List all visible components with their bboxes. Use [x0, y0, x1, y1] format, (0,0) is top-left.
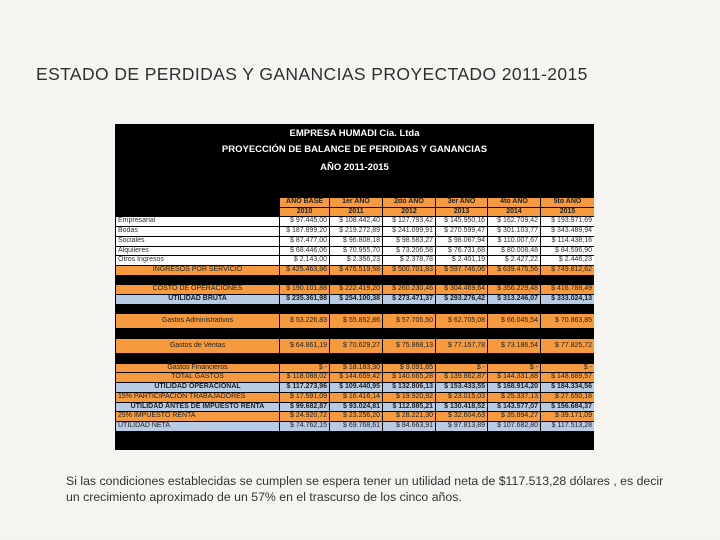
row-label: Alquileres: [116, 246, 280, 256]
column-header: 2015: [541, 207, 595, 217]
row-value: $ -: [541, 363, 595, 373]
row-value: $ 143.577,07: [488, 402, 541, 412]
row-value: $ 18.183,30: [330, 363, 383, 373]
projection-title: PROYECCIÓN DE BALANCE DE PERDIDAS Y GANANCIAS: [221, 144, 488, 155]
table-row: [116, 304, 595, 314]
row-value: $ 148.689,57: [541, 373, 595, 383]
table-row: [116, 383, 595, 393]
conclusion-text: Si las condiciones establecidas se cumplen se espera tener un utilidad neta de $117.513,28 dólares , es decir un crecimiento aproximado de un 57% en el trascurso de los cinco años.: [66, 474, 664, 504]
spreadsheet-image: [115, 124, 594, 450]
row-value: $ 130.418,52: [436, 402, 488, 412]
row-value: $ -: [280, 363, 330, 373]
row-label: COSTO DE OPERACIONES: [116, 285, 280, 295]
row-value: $ 117.273,96: [280, 383, 330, 393]
row-value: [541, 354, 595, 364]
row-value: [541, 304, 595, 314]
row-value: $ 97.813,89: [436, 422, 488, 432]
row-value: $ 32.604,63: [436, 412, 488, 422]
table-header-row: [116, 207, 595, 217]
row-value: $ 2.143,00: [280, 256, 330, 266]
table-row: [116, 339, 595, 354]
row-value: [436, 329, 488, 339]
row-value: $ 343.489,94: [541, 227, 595, 237]
row-value: $ 73.206,58: [383, 246, 436, 256]
row-label: [116, 329, 280, 339]
row-label: UTILIDAD OPERACIONAL: [116, 383, 280, 393]
table-header-row: [116, 198, 595, 208]
row-value: $ 235.361,98: [280, 295, 330, 305]
row-value: $ 500.701,83: [383, 265, 436, 275]
row-value: $ 187.899,20: [280, 227, 330, 237]
column-header: 5to AÑO: [541, 198, 595, 208]
row-value: $ 270.599,47: [436, 227, 488, 237]
row-value: $ 184.334,56: [541, 383, 595, 393]
table-row: [116, 329, 595, 339]
column-header: 2012: [383, 207, 436, 217]
row-value: $ 55.852,86: [330, 314, 383, 329]
row-value: [383, 304, 436, 314]
row-label: [116, 354, 280, 364]
row-value: $ 87.477,00: [280, 236, 330, 246]
row-label: Empresarial: [116, 217, 280, 227]
table-row: [116, 314, 595, 329]
row-value: $ 28.221,30: [383, 412, 436, 422]
table-row: [116, 363, 595, 373]
row-value: $ 69.768,61: [330, 422, 383, 432]
row-value: [280, 329, 330, 339]
row-value: [280, 275, 330, 285]
row-label: [116, 304, 280, 314]
row-value: $ 301.103,77: [488, 227, 541, 237]
row-label: [116, 275, 280, 285]
row-value: $ 190.101,88: [280, 285, 330, 295]
row-value: $ 24.920,72: [280, 412, 330, 422]
table-row: [116, 246, 595, 256]
row-value: [330, 275, 383, 285]
row-value: $ 109.440,95: [330, 383, 383, 393]
row-value: $ 19.920,92: [383, 392, 436, 402]
row-value: $ 144.659,42: [330, 373, 383, 383]
row-value: [330, 354, 383, 364]
row-label: Sociales: [116, 236, 280, 246]
row-value: $ 168.914,20: [488, 383, 541, 393]
row-value: $ 77.157,78: [436, 339, 488, 354]
row-value: $ 76.731,68: [436, 246, 488, 256]
column-header: 2011: [330, 207, 383, 217]
row-value: $ 84.596,90: [541, 246, 595, 256]
table-row: [116, 236, 595, 246]
table-row: [116, 265, 595, 275]
table-row: [116, 392, 595, 402]
row-label: UTILIDAD NETA: [116, 422, 280, 432]
row-value: $ 9.091,65: [383, 363, 436, 373]
row-value: $ 68.446,06: [280, 246, 330, 256]
row-value: $ 107.682,80: [488, 422, 541, 432]
header-blank-cell: [116, 207, 280, 217]
row-label: Bodas: [116, 227, 280, 237]
row-value: [488, 354, 541, 364]
row-label: UTILIDAD BRUTA: [116, 295, 280, 305]
row-value: $ 156.684,37: [541, 402, 595, 412]
row-value: $ 70.863,85: [541, 314, 595, 329]
row-value: $ 254.100,38: [330, 295, 383, 305]
row-label: 15% PARTICIPACIÓN TRABAJADORES: [116, 392, 280, 402]
table-row: [116, 402, 595, 412]
row-value: $ 273.471,37: [383, 295, 436, 305]
row-value: $ 293.276,42: [436, 295, 488, 305]
row-label: Gastos Administrativos: [116, 314, 280, 329]
row-value: [383, 275, 436, 285]
table-row: [116, 275, 595, 285]
row-value: [436, 304, 488, 314]
row-label: Gastos de Ventas: [116, 339, 280, 354]
table-row: [116, 256, 595, 266]
row-value: [330, 329, 383, 339]
column-header: 2014: [488, 207, 541, 217]
row-value: [330, 304, 383, 314]
row-value: $ 132.806,13: [383, 383, 436, 393]
row-value: $ 2.401,19: [436, 256, 488, 266]
row-value: $ 23.015,03: [436, 392, 488, 402]
row-value: $ 2.356,23: [330, 256, 383, 266]
row-label: Gastos Financieros: [116, 363, 280, 373]
table-row: [116, 354, 595, 364]
row-value: $ 416.788,49: [541, 285, 595, 295]
row-value: $ -: [488, 363, 541, 373]
row-value: $ 73.186,54: [488, 339, 541, 354]
column-header: 2013: [436, 207, 488, 217]
row-value: $ 57.705,50: [383, 314, 436, 329]
row-value: [383, 354, 436, 364]
row-value: $ 75.868,13: [383, 339, 436, 354]
row-value: $ 117.513,28: [541, 422, 595, 432]
row-label: 25% IMPUESTO RENTA: [116, 412, 280, 422]
row-value: [488, 304, 541, 314]
row-value: $ 98.583,27: [383, 236, 436, 246]
row-value: [383, 329, 436, 339]
row-value: $ 108.442,40: [330, 217, 383, 227]
row-value: [541, 275, 595, 285]
column-header: 2do AÑO: [383, 198, 436, 208]
table-row: [116, 422, 595, 432]
row-value: $ 356.229,48: [488, 285, 541, 295]
column-header: 2010: [280, 207, 330, 217]
row-value: $ 35.894,27: [488, 412, 541, 422]
row-value: $ -: [436, 363, 488, 373]
row-value: $ 144.331,88: [488, 373, 541, 383]
row-value: [280, 304, 330, 314]
row-value: $ 16.416,14: [330, 392, 383, 402]
financial-table: [115, 197, 594, 432]
row-value: $ 99.682,87: [280, 402, 330, 412]
table-row: [116, 217, 595, 227]
row-value: $ 260.230,46: [383, 285, 436, 295]
row-value: $ 139.862,87: [436, 373, 488, 383]
row-value: $ 70.955,70: [330, 246, 383, 256]
row-label: TOTAL GASTOS: [116, 373, 280, 383]
row-value: $ 114.438,16: [541, 236, 595, 246]
row-value: $ 597.746,06: [436, 265, 488, 275]
row-value: $ 66.045,54: [488, 314, 541, 329]
header-blank-cell: [116, 198, 280, 208]
column-header: AÑO BASE: [280, 198, 330, 208]
row-label: Otros Ingresos: [116, 256, 280, 266]
row-value: $ 84.663,91: [383, 422, 436, 432]
row-value: $ 153.433,55: [436, 383, 488, 393]
row-value: $ 53.226,83: [280, 314, 330, 329]
column-header: 1er AÑO: [330, 198, 383, 208]
row-value: $ 127.793,42: [383, 217, 436, 227]
row-value: [541, 329, 595, 339]
row-value: $ 241.099,91: [383, 227, 436, 237]
row-value: $ 70.629,27: [330, 339, 383, 354]
row-value: $ 145.950,16: [436, 217, 488, 227]
row-value: $ 110.007,67: [488, 236, 541, 246]
row-value: $ 639.475,56: [488, 265, 541, 275]
table-row: [116, 285, 595, 295]
row-value: $ 74.762,15: [280, 422, 330, 432]
row-value: $ 2.446,23: [541, 256, 595, 266]
table-row: [116, 373, 595, 383]
row-value: $ 162.709,42: [488, 217, 541, 227]
row-value: [488, 275, 541, 285]
row-value: $ 77.825,72: [541, 339, 595, 354]
row-value: $ 222.419,20: [330, 285, 383, 295]
row-value: [280, 354, 330, 364]
row-value: $ 313.246,07: [488, 295, 541, 305]
row-value: $ 118.088,02: [280, 373, 330, 383]
row-value: $ 93.024,81: [330, 402, 383, 412]
row-value: $ 193.971,69: [541, 217, 595, 227]
row-value: $ 25.337,13: [488, 392, 541, 402]
column-header: 4to AÑO: [488, 198, 541, 208]
row-label: UTILIDAD ANTES DE IMPUESTO RENTA: [116, 402, 280, 412]
row-value: $ 97.445,00: [280, 217, 330, 227]
row-value: $ 17.591,09: [280, 392, 330, 402]
row-value: $ 2.427,22: [488, 256, 541, 266]
row-value: $ 749.812,62: [541, 265, 595, 275]
row-value: $ 98.067,94: [436, 236, 488, 246]
row-value: $ 27.650,18: [541, 392, 595, 402]
row-value: $ 62.705,08: [436, 314, 488, 329]
row-value: $ 23.256,20: [330, 412, 383, 422]
table-row: [116, 295, 595, 305]
row-value: $ 2.378,78: [383, 256, 436, 266]
row-label: INGRESOS POR SERVICIO: [116, 265, 280, 275]
row-value: $ 333.024,13: [541, 295, 595, 305]
row-value: $ 96.808,18: [330, 236, 383, 246]
table-row: [116, 412, 595, 422]
row-value: [488, 329, 541, 339]
company-name: EMPRESA HUMADI Cia. Ltda: [289, 128, 420, 139]
table-row: [116, 227, 595, 237]
period-title: AÑO 2011-2015: [320, 162, 389, 173]
row-value: $ 39.171,09: [541, 412, 595, 422]
row-value: [436, 275, 488, 285]
column-header: 3er AÑO: [436, 198, 488, 208]
row-value: $ 476.519,58: [330, 265, 383, 275]
row-value: [436, 354, 488, 364]
row-value: $ 304.469,64: [436, 285, 488, 295]
row-value: $ 64.861,19: [280, 339, 330, 354]
row-value: $ 140.665,28: [383, 373, 436, 383]
row-value: $ 425.463,86: [280, 265, 330, 275]
row-value: $ 219.272,89: [330, 227, 383, 237]
slide-title: ESTADO DE PERDIDAS Y GANANCIAS PROYECTADO 2011-2015: [36, 64, 588, 84]
row-value: $ 112.885,21: [383, 402, 436, 412]
row-value: $ 80.008,48: [488, 246, 541, 256]
